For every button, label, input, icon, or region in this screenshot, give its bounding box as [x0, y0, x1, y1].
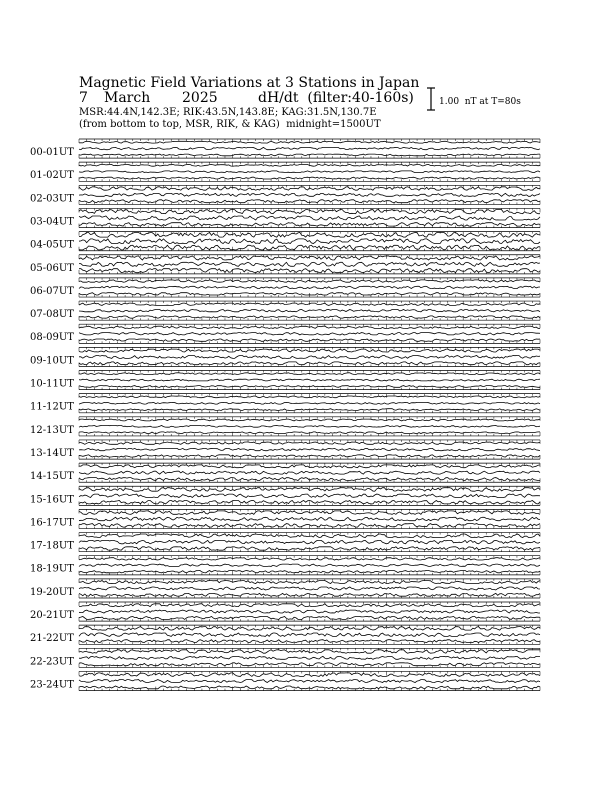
row-label: 23-24UT — [30, 679, 74, 691]
row-label: 08-09UT — [30, 332, 74, 344]
trace-rik — [79, 262, 540, 266]
row-label: 02-03UT — [30, 193, 74, 205]
row-label: 17-18UT — [30, 540, 74, 552]
trace-row — [30, 347, 540, 366]
trace-rik — [79, 426, 540, 428]
trace-rik — [79, 239, 540, 244]
row-label: 14-15UT — [30, 471, 74, 483]
trace-rik — [79, 610, 540, 613]
trace-rik — [79, 193, 540, 196]
trace-rik — [79, 171, 540, 173]
trace-row — [30, 301, 540, 320]
row-label: 12-13UT — [30, 424, 74, 436]
trace-row — [30, 463, 540, 482]
row-label: 10-11UT — [30, 378, 74, 390]
trace-row — [30, 371, 540, 390]
trace-rik — [79, 494, 540, 497]
row-label: 07-08UT — [30, 309, 74, 321]
trace-rik — [79, 471, 540, 474]
trace-rik — [79, 356, 540, 359]
date-day: 7 — [79, 90, 88, 106]
trace-row — [30, 255, 540, 274]
trace-row — [30, 162, 540, 181]
trace-rik — [79, 402, 540, 404]
quantity-label: dH/dt (filter:40-160s) — [258, 90, 414, 106]
date-month: March — [104, 90, 151, 106]
trace-row — [30, 232, 540, 251]
trace-rik — [79, 147, 540, 149]
row-label: 19-20UT — [30, 586, 74, 598]
row-label: 21-22UT — [30, 633, 74, 645]
trace-row — [30, 139, 540, 158]
chart-title: Magnetic Field Variations at 3 Stations in Japan — [79, 75, 420, 91]
scale-bar — [427, 88, 521, 110]
trace-rik — [79, 286, 540, 288]
trace-row — [30, 625, 540, 644]
trace-row — [30, 671, 540, 690]
row-label: 13-14UT — [30, 447, 74, 459]
row-label: 04-05UT — [30, 239, 74, 251]
scale-bar-label: 1.00 nT at T=80s — [439, 97, 521, 107]
chart-header — [79, 75, 419, 130]
trace-row — [30, 208, 540, 227]
trace-rik — [79, 656, 540, 659]
trace-row — [30, 486, 540, 505]
row-label: 05-06UT — [30, 262, 74, 274]
date-year: 2025 — [182, 90, 218, 106]
trace-rik — [79, 310, 540, 312]
trace-row — [30, 648, 540, 667]
trace-row — [30, 440, 540, 459]
trace-rik — [79, 564, 540, 566]
trace-row — [30, 509, 540, 528]
trace-rik — [79, 680, 540, 683]
trace-row — [30, 533, 540, 552]
row-label: 09-10UT — [30, 355, 74, 367]
trace-rik — [79, 540, 540, 543]
stations-line: MSR:44.4N,142.3E; RIK:43.5N,143.8E; KAG:31.5N,130.7E — [79, 107, 377, 118]
row-label: 15-16UT — [30, 494, 74, 506]
row-label: 00-01UT — [30, 147, 74, 158]
trace-row — [30, 185, 540, 204]
trace-rik — [79, 333, 540, 335]
trace-row — [30, 579, 540, 598]
trace-rik — [79, 448, 540, 450]
row-label: 03-04UT — [30, 216, 74, 228]
row-label: 20-21UT — [30, 610, 74, 621]
trace-row — [30, 394, 540, 413]
trace-rik — [79, 379, 540, 381]
trace-rows — [30, 139, 540, 691]
trace-rik — [79, 587, 540, 590]
trace-rik — [79, 216, 540, 220]
row-label: 22-23UT — [30, 656, 74, 668]
row-label: 06-07UT — [30, 285, 74, 297]
row-label: 16-17UT — [30, 517, 74, 529]
trace-rik — [79, 517, 540, 520]
trace-row — [30, 324, 540, 343]
row-label: 01-02UT — [30, 170, 74, 182]
trace-row — [30, 278, 540, 297]
trace-row — [30, 602, 540, 621]
row-label: 11-12UT — [30, 401, 74, 413]
row-label: 18-19UT — [30, 563, 74, 575]
trace-rik — [79, 633, 540, 636]
trace-row — [30, 556, 540, 575]
order-note: (from bottom to top, MSR, RIK, & KAG) midnight=1500UT — [79, 119, 381, 130]
trace-row — [30, 417, 540, 436]
